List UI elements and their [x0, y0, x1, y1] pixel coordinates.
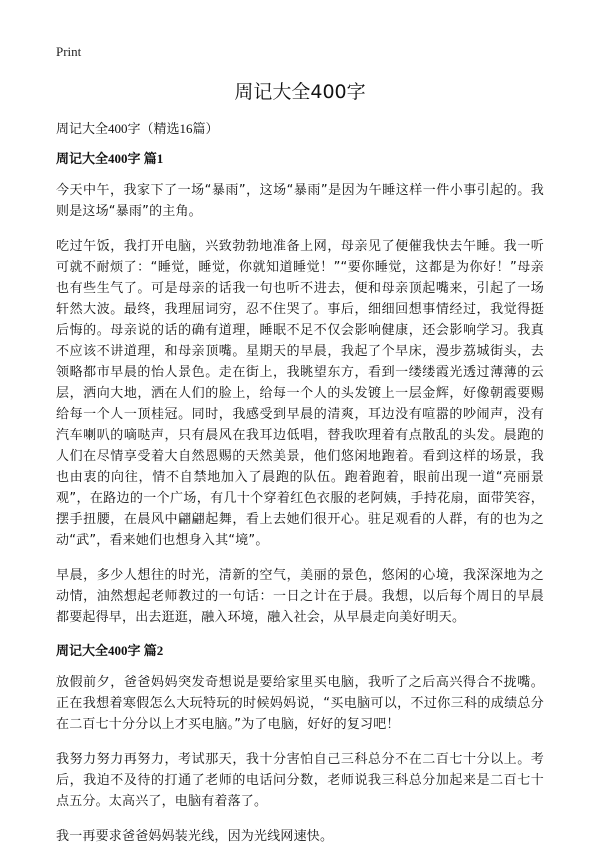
paragraph: 今天中午，我家下了一场“暴雨”，这场“暴雨”是因为午睡这样一件小事引起的。我则是这场“暴雨”的主角。 [56, 183, 544, 219]
article-body [56, 120, 544, 861]
page-title: 周记大全400字 [234, 81, 366, 103]
paragraph: 放假前夕，爸爸妈妈突发奇想说是要给家里买电脑，我听了之后高兴得合不拢嘴。正在我想着寒假怎么大玩特玩的时候妈妈说，“买电脑可以，不过你三科的成绩总分在二百七十分分以上才买电脑。”为了电脑，好好的复习吧！ [56, 675, 544, 732]
paragraph: 我一再要求爸爸妈妈装光线，因为光线网速快。 [56, 829, 334, 844]
section-heading: 周记大全400字 篇1 [56, 151, 164, 166]
section-heading: 周记大全400字 篇2 [56, 643, 164, 658]
print-link[interactable]: Print [56, 44, 82, 59]
article-subtitle: 周记大全400字（精选16篇） [56, 121, 219, 136]
section-2 [56, 642, 544, 847]
paragraph: 吃过午饭，我打开电脑，兴致勃勃地准备上网，母亲见了便催我快去午睡。我一听可就不耐烦了：“睡觉，睡觉，你就知道睡觉！”“要你睡觉，这都是为你好！”母亲也有些生气了。可是母亲的话我一句也听不进去，便和母亲顶起嘴来，引起了一场轩然大波。最终，我理屈词穷，忍不住哭了。事后，细细回想事情经过，我觉得挺后悔的。母亲说的话的确有道理，睡眠不足不仅会影响健康，还会影响学习。我真不应该不讲道理，和母亲顶嘴。星期天的早晨，我起了个早床，漫步荔城街头，去领略都市早晨的怡人景色。走在街上，我眺望东方，看到一缕缕霞光透过薄薄的云层，洒向大地，洒在人们的脸上，给每一个人的头发镀上一层金辉，好像朝霞要赐给每一个人一顶桂冠。同时，我感受到早晨的清爽，耳边没有喧嚣的吵闹声，没有汽车喇叭的嘀哒声，只有晨风在我耳边低唱，替我吹理着有点散乱的头发。晨跑的人们在尽情享受着大自然恩赐的天然美景，他们悠闲地跑着。看到这样的场景，我也由衷的向往，情不自禁地加入了晨跑的队伍。跑着跑着，眼前出现一道“亮丽景观”，在路边的一个广场，有几十个穿着红色衣服的老阿姨，手持花扇，面带笑容，摆手扭腰，在晨风中翩翩起舞，看上去她们很开心。驻足观看的人群，有的也为之动“武”，看来她们也想身入其“境”。 [56, 239, 544, 548]
section-1 [56, 150, 544, 628]
paragraph: 我努力努力再努力，考试那天，我十分害怕自己三科总分不在二百七十分以上。考后，我迫不及待的打通了老师的电话问分数，老师说我三科总分加起来是二百七十点五分。太高兴了，电脑有着落了。 [56, 752, 544, 809]
paragraph: 早晨，多少人想往的时光，清新的空气，美丽的景色，悠闲的心境，我深深地为之动情，油然想起老师教过的一句话：一日之计在于晨。我想，以后每个周日的早晨都要起得早，出去逛逛，融入环境，融入社会，从早晨走向美好明天。 [56, 568, 544, 625]
